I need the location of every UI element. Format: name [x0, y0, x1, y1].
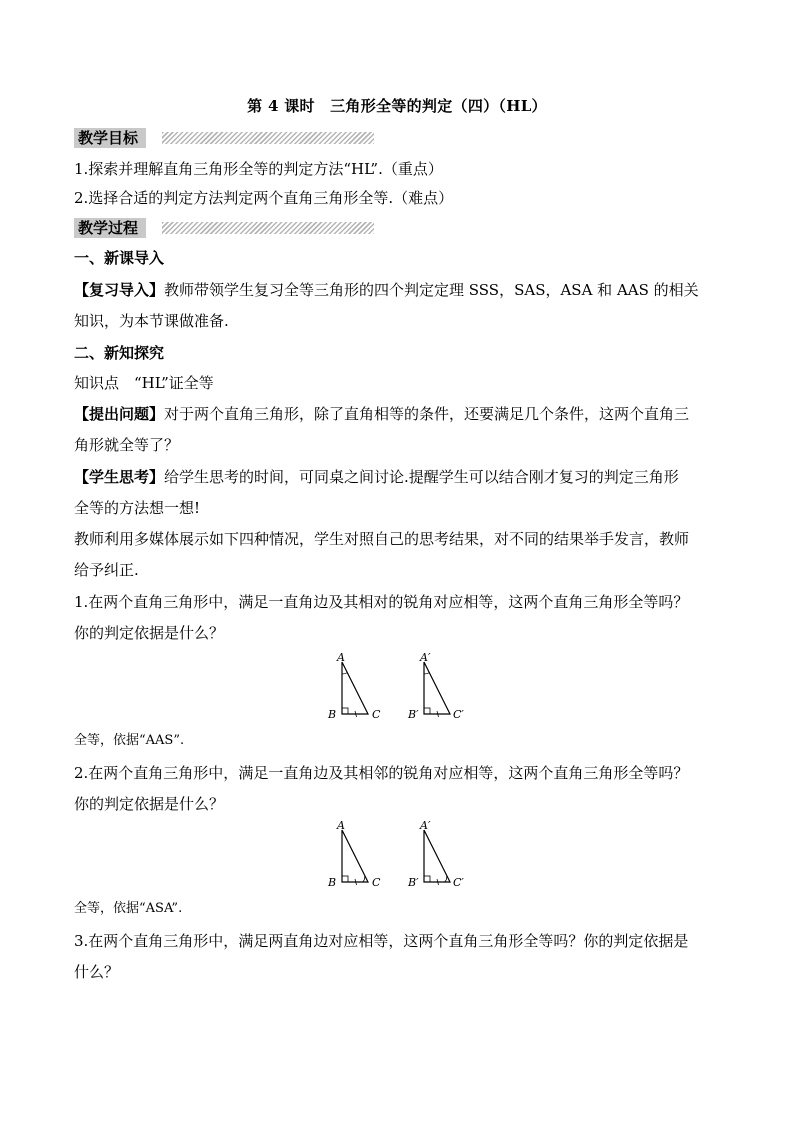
- label-A: A: [337, 819, 345, 832]
- label-C: C: [372, 876, 381, 889]
- case1-line-2: 你的判定依据是什么？: [74, 624, 225, 642]
- review-line-1: [74, 277, 724, 303]
- label-B-prime: B′: [408, 876, 419, 889]
- review-text: 教师带领学生复习全等三角形的四个判定定理 SSS，SAS，ASA 和 AAS 的相关: [164, 281, 699, 299]
- case1-answer: 全等，依据“AAS”.: [74, 733, 185, 748]
- think-line-2: 全等的方法想一想!: [74, 499, 201, 517]
- label-B: B: [328, 876, 337, 889]
- section-header-goals: [74, 128, 374, 148]
- section-label: 教学过程: [74, 218, 146, 238]
- label-B: B: [328, 708, 337, 721]
- teacher-line-1: 教师利用多媒体展示如下四种情况，学生对照自己的思考结果，对不同的结果举手发言，教师: [74, 530, 690, 548]
- label-B-prime: B′: [408, 708, 419, 721]
- case2-line-1: 2.在两个直角三角形中，满足一直角边及其相邻的锐角对应相等，这两个直角三角形全等吗？: [74, 764, 689, 782]
- teacher-line-2: 给予纠正.: [74, 561, 139, 579]
- case3-line-2: 什么？: [74, 963, 120, 981]
- think-tag: 【学生思考】: [74, 468, 165, 486]
- label-A: A: [337, 651, 345, 664]
- goal-2: 2.选择合适的判定方法判定两个直角三角形全等.（难点）: [74, 189, 454, 207]
- figure-triangles-aas: [320, 650, 480, 725]
- case3-line-1: 3.在两个直角三角形中，满足两直角边对应相等，这两个直角三角形全等吗？你的判定依据是: [74, 932, 689, 950]
- review-tag: 【复习导入】: [74, 281, 165, 299]
- case2-answer: 全等，依据“ASA”.: [74, 901, 183, 916]
- label-A-prime: A′: [420, 651, 431, 664]
- figure-triangles-asa: [320, 818, 480, 893]
- knowledge-point: 知识点 “HL”证全等: [74, 374, 214, 392]
- question-line-1: [74, 401, 724, 427]
- label-C: C: [372, 708, 381, 721]
- triangle-abc: [327, 819, 381, 889]
- section-label: 教学目标: [74, 128, 146, 148]
- question-line-2: 角形就全等了？: [74, 436, 180, 454]
- think-text: 给学生思考的时间，可同桌之间讨论.提醒学生可以结合刚才复习的判定三角形: [164, 468, 679, 486]
- triangle-abc: [327, 651, 381, 721]
- lesson-title: 第 4 课时 三角形全等的判定（四）（HL）: [247, 97, 547, 115]
- part1-heading: 一、新课导入: [74, 249, 165, 267]
- case1-line-1: 1.在两个直角三角形中，满足一直角边及其相对的锐角对应相等，这两个直角三角形全等吗？: [74, 593, 689, 611]
- case2-line-2: 你的判定依据是什么？: [74, 795, 225, 813]
- section-stripes: [162, 222, 374, 234]
- label-C-prime: C′: [453, 876, 464, 889]
- think-line-1: [74, 464, 724, 490]
- review-line-2: 知识，为本节课做准备.: [74, 312, 229, 330]
- section-header-process: [74, 218, 374, 238]
- goal-1: 1.探索并理解直角三角形全等的判定方法“HL”.（重点）: [74, 160, 443, 178]
- triangle-a2b2c2: [407, 819, 464, 889]
- label-C-prime: C′: [453, 708, 464, 721]
- question-tag: 【提出问题】: [74, 405, 165, 423]
- part2-heading: 二、新知探究: [74, 344, 165, 362]
- section-stripes: [162, 132, 374, 144]
- question-text: 对于两个直角三角形，除了直角相等的条件，还要满足几个条件，这两个直角三: [164, 405, 690, 423]
- label-A-prime: A′: [420, 819, 431, 832]
- triangle-a2b2c2: [407, 651, 464, 721]
